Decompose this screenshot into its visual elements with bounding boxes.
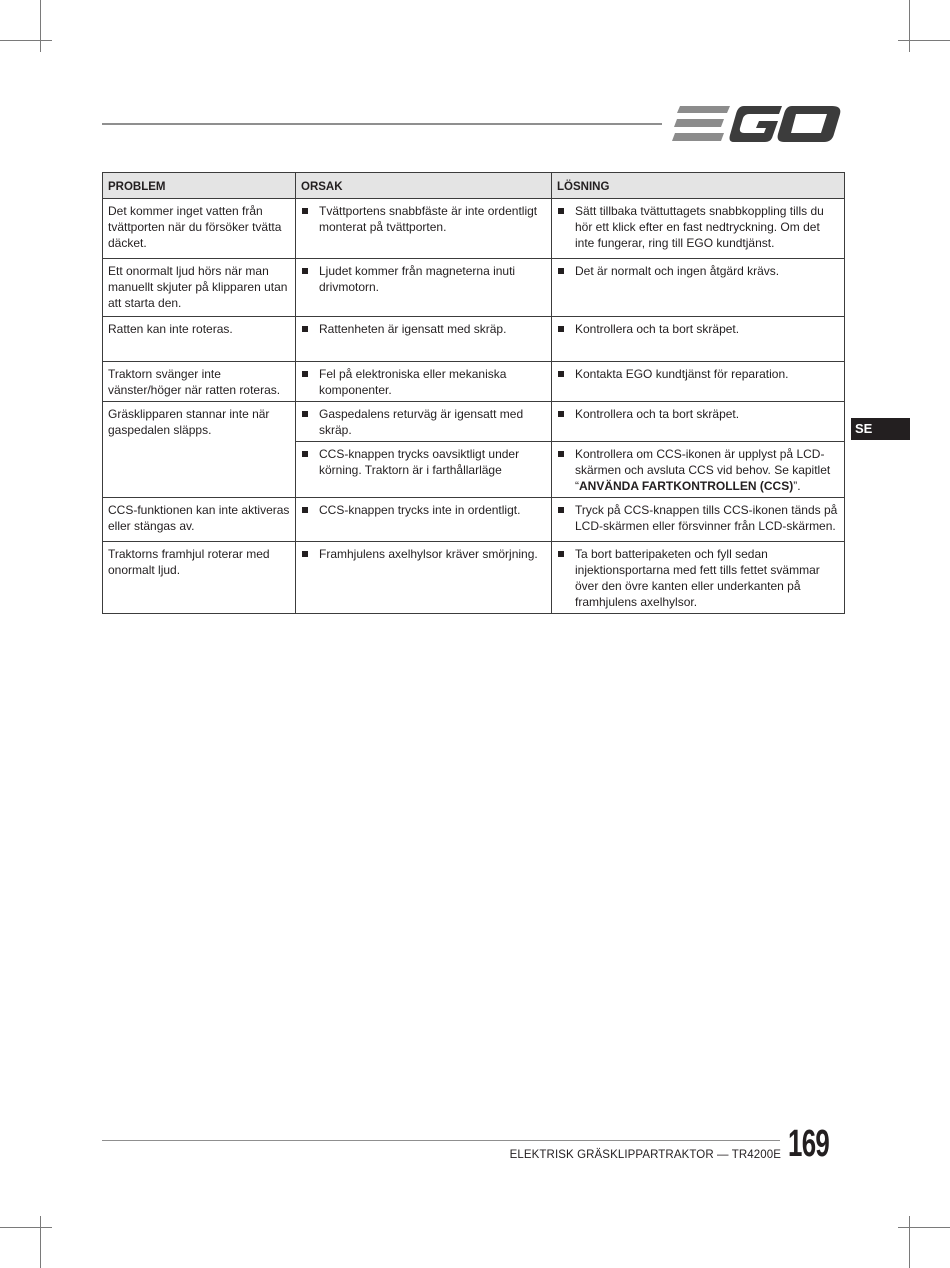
problem-cell: Traktorn svänger inte vänster/höger när ratten roteras. — [103, 362, 296, 402]
solution-cell — [552, 402, 845, 442]
cause-text: CCS-knappen trycks oavsiktligt under körning. Traktorn är i farthållarläge — [301, 446, 546, 478]
cause-cell — [296, 317, 552, 362]
table-row — [103, 402, 845, 442]
footer-title: ELEKTRISK GRÄSKLIPPARTRAKTOR — TR4200E — [509, 1149, 781, 1161]
solution-text: Ta bort batteripaketen och fyll sedan injektionsportarna med fett tills fettet svämmar över den övre kanten eller underkanten på framhjulens axelhylsor. — [557, 546, 839, 610]
troubleshooting-table — [102, 172, 845, 614]
solution-text: Kontrollera och ta bort skräpet. — [557, 406, 839, 422]
language-tab-se: SE — [851, 418, 910, 440]
table-row — [103, 317, 845, 362]
solution-cell — [552, 199, 845, 259]
cause-text: Framhjulens axelhylsor kräver smörjning. — [301, 546, 546, 562]
cause-cell — [296, 259, 552, 317]
crop-mark — [0, 40, 52, 41]
column-header-problem: PROBLEM — [103, 173, 296, 199]
solution-text-tail: ”. — [793, 479, 801, 493]
solution-text: Kontakta EGO kundtjänst för reparation. — [557, 366, 839, 382]
crop-mark — [40, 0, 41, 52]
crop-mark — [909, 0, 910, 52]
chapter-reference: ANVÄNDA FARTKONTROLLEN (CCS) — [579, 479, 794, 493]
cause-cell — [296, 199, 552, 259]
solution-text: Kontrollera och ta bort skräpet. — [557, 321, 839, 337]
solution-cell — [552, 259, 845, 317]
column-header-cause: ORSAK — [296, 173, 552, 199]
cause-text: Ljudet kommer från magneterna inuti drivmotorn. — [301, 263, 546, 295]
cause-text: Gaspedalens returväg är igensatt med skräp. — [301, 406, 546, 438]
problem-cell: CCS-funktionen kan inte aktiveras eller stängas av. — [103, 498, 296, 542]
solution-text: Tryck på CCS-knappen tills CCS-ikonen tänds på LCD-skärmen eller försvinner från LCD-skärmen. — [557, 502, 839, 534]
cause-text: Rattenheten är igensatt med skräp. — [301, 321, 546, 337]
column-header-solution: LÖSNING — [552, 173, 845, 199]
solution-cell — [552, 442, 845, 498]
ego-logo — [672, 104, 844, 144]
cause-text: Fel på elektroniska eller mekaniska komponenter. — [301, 366, 546, 398]
solution-cell — [552, 362, 845, 402]
problem-cell: Gräsklipparen stannar inte när gaspedalen släpps. — [103, 402, 296, 498]
solution-cell — [552, 498, 845, 542]
solution-cell — [552, 317, 845, 362]
problem-cell: Ratten kan inte roteras. — [103, 317, 296, 362]
table-row — [103, 259, 845, 317]
footer-rule — [102, 1140, 780, 1141]
problem-cell: Det kommer inget vatten från tvättporten när du försöker tvätta däcket. — [103, 199, 296, 259]
solution-text — [557, 446, 839, 494]
header-rule — [102, 123, 662, 125]
cause-cell — [296, 498, 552, 542]
table-row — [103, 199, 845, 259]
solution-text: Det är normalt och ingen åtgärd krävs. — [557, 263, 839, 279]
table-row — [103, 498, 845, 542]
page-number: 169 — [788, 1123, 830, 1165]
crop-mark — [898, 40, 950, 41]
crop-mark — [0, 1227, 52, 1228]
cause-cell — [296, 402, 552, 442]
cause-cell — [296, 442, 552, 498]
solution-cell — [552, 542, 845, 614]
crop-mark — [40, 1216, 41, 1268]
solution-text-lead: Kontrollera om CCS-ikonen är upplyst på LCD-skärmen och avsluta CCS vid behov. Se kapitlet “ — [575, 447, 831, 493]
cause-cell — [296, 542, 552, 614]
cause-text: Tvättportens snabbfäste är inte ordentligt monterat på tvättporten. — [301, 203, 546, 235]
table-row — [103, 542, 845, 614]
table-header-row — [103, 173, 845, 199]
table-row — [103, 362, 845, 402]
crop-mark — [909, 1216, 910, 1268]
cause-cell — [296, 362, 552, 402]
crop-mark — [898, 1227, 950, 1228]
problem-cell: Traktorns framhjul roterar med onormalt ljud. — [103, 542, 296, 614]
problem-cell: Ett onormalt ljud hörs när man manuellt skjuter på klipparen utan att starta den. — [103, 259, 296, 317]
cause-text: CCS-knappen trycks inte in ordentligt. — [301, 502, 546, 518]
solution-text: Sätt tillbaka tvättuttagets snabbkoppling tills du hör ett klick efter en fast nedtryckning. Om det inte fungerar, ring till EGO kundtjänst. — [557, 203, 839, 251]
